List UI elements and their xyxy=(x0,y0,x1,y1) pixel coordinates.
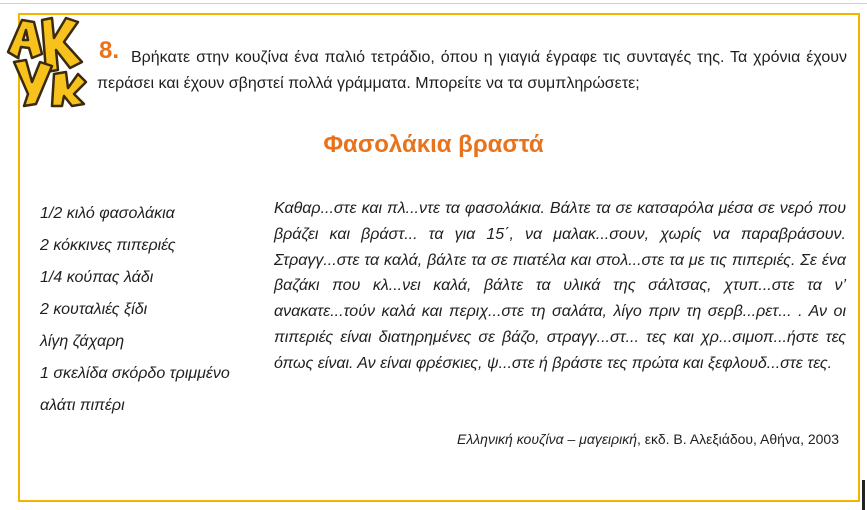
ingredient-item: 1/4 κούπας λάδι xyxy=(40,269,154,286)
ingredient-item: 1/2 κιλό φασολάκια xyxy=(40,205,175,222)
ingredient-item: 1 σκελίδα σκόρδο τριμμένο xyxy=(40,365,230,382)
letters-alpha-kappa-icon xyxy=(2,12,88,108)
ingredient-item: αλάτι πιπέρι xyxy=(40,397,125,414)
task-number: 8. xyxy=(99,37,120,64)
edge-mark xyxy=(862,480,865,510)
source-details: , εκδ. Β. Αλεξιάδου, Αθήνα, 2003 xyxy=(637,431,839,447)
recipe-title: Φασολάκια βραστά xyxy=(323,131,544,158)
ingredients-list xyxy=(40,198,230,422)
ingredient-item: 2 κόκκινες πιπεριές xyxy=(40,237,176,254)
task-instructions: Βρήκατε στην κουζίνα ένα παλιό τετράδιο, όπου η γιαγιά έγραφε τις συνταγές της. Τα χρόνια έχουν περάσει και έχουν σβηστεί πολλά γράμματα. Μπορείτε να τα συμπληρώσετε; xyxy=(97,49,847,92)
top-rule xyxy=(0,3,867,4)
recipe-instructions: Καθαρ...στε και πλ...ντε τα φασολάκια. Βάλτε τα σε κατσαρόλα μέσα σε νερό που βράζει και βράστ... τα για 15΄, να μαλακ...σουν, χωρίς να παραβράσουν. Στραγγ...στε τα καλά, βάλτε τα σε πιατέλα και στολ...στε τα με τις πιπεριές. Σε ένα βαζάκι που κλ...νει καλά, βάλτε τα υλικά της σάλτσας, χτυπ...στε τα ν’ ανακατε...τούν καλά και περιχ...στε τη σαλάτα, λίγο πριν τη σερβ...ρετ... . Αν οι πιπεριές είναι διατηρημένες σε βάζο, στραγγ...στ... τες και χρ...σιμοπ...ήστε τες όπως είναι. Αν είναι φρέσκιες, ψ...στε ή βράστε τες πρώτα και ξεφλουδ...στε τες. xyxy=(274,200,846,372)
source-citation xyxy=(457,431,839,447)
source-title: Ελληνική κουζίνα – μαγειρική xyxy=(457,431,637,447)
ingredient-item: λίγη ζάχαρη xyxy=(40,333,125,350)
ingredient-item: 2 κουταλιές ξίδι xyxy=(40,301,148,318)
